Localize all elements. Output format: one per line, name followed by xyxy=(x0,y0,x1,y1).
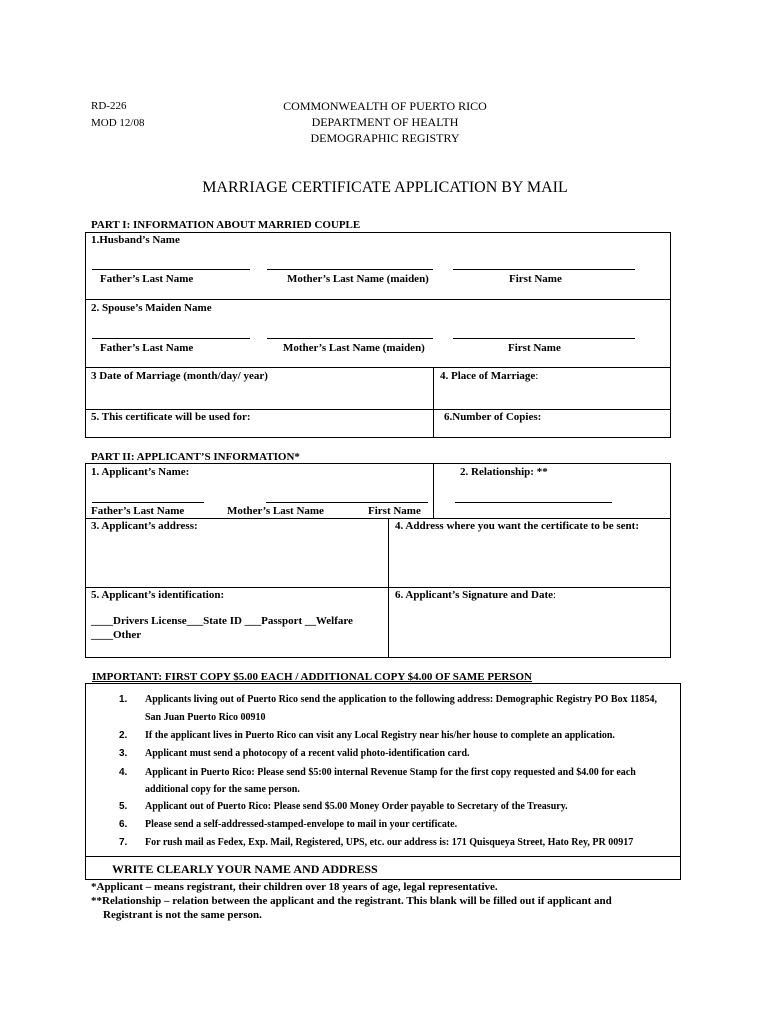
husband-name-label: 1.Husband’s Name xyxy=(91,234,180,246)
agency-line-1: COMMONWEALTH OF PUERTO RICO xyxy=(283,99,487,113)
applicant-first-label: First Name xyxy=(368,505,421,517)
relationship-footnote: **Relationship – relation between the applicant and the registrant. This blank will be filled out if applicant and xyxy=(91,895,612,907)
relationship-line[interactable] xyxy=(455,502,612,503)
list-item: Please send a self-addressed-stamped-envelope to mail in your certificate. xyxy=(145,819,458,830)
list-item: Applicant out of Puerto Rico: Please send $5.00 Money Order payable to Secretary of the Treasury. xyxy=(145,801,568,812)
send-address-label: 4. Address where you want the certificate to be sent: xyxy=(395,520,639,532)
husband-first-line[interactable] xyxy=(453,269,635,270)
list-item-number: 2. xyxy=(119,730,128,741)
relationship-label: 2. Relationship: ** xyxy=(460,466,548,478)
applicant-fathers-label: Father’s Last Name xyxy=(91,505,185,517)
list-item: Applicants living out of Puerto Rico send the application to the following address: Demographic Registry PO Box 11854, xyxy=(145,694,658,705)
husband-first-label: First Name xyxy=(509,273,562,285)
agency-line-2: DEPARTMENT OF HEALTH xyxy=(311,115,459,129)
spouse-name-label: 2. Spouse’s Maiden Name xyxy=(91,302,212,314)
applicant-mothers-label: Mother’s Last Name xyxy=(227,505,324,517)
id-other-option[interactable]: ____Other xyxy=(91,629,142,641)
husband-mothers-line[interactable] xyxy=(267,269,433,270)
part1-heading: PART I: INFORMATION ABOUT MARRIED COUPLE xyxy=(91,219,361,231)
spouse-first-label: First Name xyxy=(508,342,561,354)
certificate-use-label: 5. This certificate will be used for: xyxy=(91,411,251,423)
form-code: RD-226 xyxy=(91,100,127,112)
list-item-number: 5. xyxy=(119,801,128,812)
number-of-copies-label: 6.Number of Copies: xyxy=(444,411,542,423)
important-heading: IMPORTANT: FIRST COPY $5.00 EACH / ADDITIONAL COPY $4.00 OF SAME PERSON xyxy=(92,671,532,683)
write-clearly-note: WRITE CLEARLY YOUR NAME AND ADDRESS xyxy=(112,862,378,876)
applicant-footnote: *Applicant – means registrant, their children over 18 years of age, legal representative. xyxy=(91,881,498,893)
list-item-continuation: San Juan Puerto Rico 00910 xyxy=(145,712,266,723)
husband-fathers-line[interactable] xyxy=(92,269,250,270)
signature-label: 6. Applicant’s Signature and Date: xyxy=(395,589,557,601)
part2-box xyxy=(85,463,671,658)
id-options[interactable]: ____Drivers License___State ID ___Passport __Welfare xyxy=(91,615,353,627)
applicant-mothers-line[interactable] xyxy=(266,502,428,503)
list-item-number: 1. xyxy=(119,694,128,705)
spouse-fathers-line[interactable] xyxy=(92,338,250,339)
applicant-address-label: 3. Applicant’s address: xyxy=(91,520,198,532)
part1-box xyxy=(85,232,671,438)
list-item-number: 7. xyxy=(119,837,128,848)
list-item: Applicant in Puerto Rico: Please send $5:00 internal Revenue Stamp for the first copy requested and $4.00 for each xyxy=(145,767,636,778)
applicant-name-label: 1. Applicant’s Name: xyxy=(91,466,190,478)
list-item-number: 6. xyxy=(119,819,128,830)
spouse-first-line[interactable] xyxy=(453,338,635,339)
part2-heading: PART II: APPLICANT’S INFORMATION* xyxy=(91,451,300,463)
relationship-footnote-continuation: Registrant is not the same person. xyxy=(103,909,262,921)
spouse-fathers-label: Father’s Last Name xyxy=(100,342,194,354)
list-item-continuation: additional copy for the same person. xyxy=(145,784,300,795)
spouse-mothers-line[interactable] xyxy=(267,338,433,339)
page-title: MARRIAGE CERTIFICATE APPLICATION BY MAIL xyxy=(202,179,568,196)
marriage-place-label: 4. Place of Marriage: xyxy=(440,370,539,382)
agency-line-3: DEMOGRAPHIC REGISTRY xyxy=(310,131,460,145)
husband-fathers-label: Father’s Last Name xyxy=(100,273,194,285)
list-item: For rush mail as Fedex, Exp. Mail, Registered, UPS, etc. our address is: 171 Quisqueya Street, Hato Rey, PR 00917 xyxy=(145,837,634,848)
marriage-date-label: 3 Date of Marriage (month/day/ year) xyxy=(91,370,268,382)
spouse-mothers-label: Mother’s Last Name (maiden) xyxy=(283,342,425,354)
list-item: If the applicant lives in Puerto Rico can visit any Local Registry near his/her house to complete an application. xyxy=(145,730,615,741)
list-item-number: 4. xyxy=(119,767,128,778)
form-mod: MOD 12/08 xyxy=(91,117,145,129)
applicant-id-label: 5. Applicant’s identification: xyxy=(91,589,225,601)
list-item: Applicant must send a photocopy of a recent valid photo-identification card. xyxy=(145,748,470,759)
applicant-fathers-line[interactable] xyxy=(92,502,204,503)
list-item-number: 3. xyxy=(119,748,128,759)
husband-mothers-label: Mother’s Last Name (maiden) xyxy=(287,273,429,285)
